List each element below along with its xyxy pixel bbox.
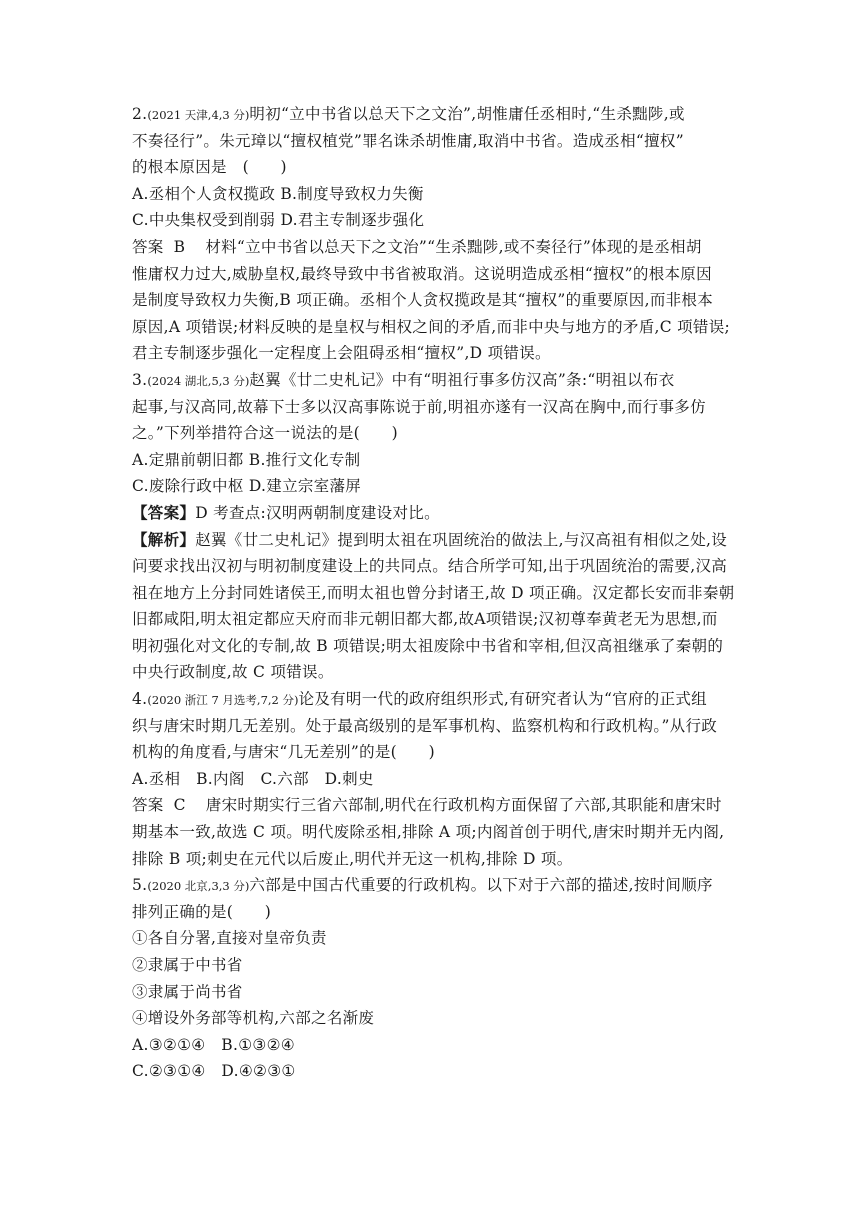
question-number: 3.	[132, 370, 148, 389]
statement-item: ④增设外务部等机构,六部之名渐废	[132, 1009, 375, 1028]
question-4	[132, 686, 732, 872]
document-page	[132, 101, 735, 1085]
answer-text-line: 排除 B 项;刺史在元代以后废止,明代并无这一机构,排除 D 项。	[132, 849, 573, 868]
answer-label: 答案	[132, 237, 164, 256]
option-line: C.废除行政中枢 D.建立宗室藩屏	[132, 477, 362, 496]
answer-line: 【答案】D 考查点:汉明两朝制度建设对比。	[132, 502, 440, 522]
analysis-line: 【解析】赵翼《廿二史札记》提到明太祖在巩固统治的做法上,与汉高祖有相似之处,设	[132, 529, 728, 549]
question-source: (2020 北京,3,3 分)	[147, 879, 250, 894]
question-3	[132, 367, 735, 686]
option-line: C.②③①④ D.④②③①	[132, 1062, 296, 1081]
question-stem-line: 2.(2021 天津,4,3 分)明初“立中书省以总天下之文治”,胡惟庸任丞相时,“生杀黜陟,或	[132, 105, 685, 123]
answer-letter: B	[173, 237, 186, 256]
question-stem-line: 起事,与汉高同,故幕下士多以汉高事陈说于前,明祖亦遂有一汉高在胸中,而行事多仿	[132, 397, 706, 416]
answer-text-line: 君主专制逐步强化一定程度上会阻碍丞相“擅权”,D 项错误。	[132, 344, 551, 363]
question-5	[132, 872, 732, 1085]
analysis-text-line: 旧都咸阳,明太祖定都应天府而非元朝旧都大都,故A项错误;汉初尊奉黄老无为思想,而	[132, 610, 718, 629]
analysis-text-line: 明初强化对文化的专制,故 B 项错误;明太祖废除中书省和宰相,但汉高祖继承了秦朝的	[132, 636, 724, 655]
answer-label: 答案	[132, 796, 164, 815]
option-line: A.丞相个人贪权揽政 B.制度导致权力失衡	[132, 184, 424, 203]
question-stem-line: 的根本原因是 ( )	[132, 158, 287, 177]
question-stem-line: 不奏径行”。朱元璋以“擅权植党”罪名诛杀胡惟庸,取消中书省。造成丞相“擅权”	[132, 131, 684, 150]
option-line: C.中央集权受到削弱 D.君主专制逐步强化	[132, 211, 425, 230]
answer-label: 【答案】	[132, 502, 196, 522]
question-2	[132, 101, 732, 367]
question-number: 5.	[132, 876, 148, 895]
answer-text-line: 原因,A 项错误;材料反映的是皇权与相权之间的矛盾,而非中央与地方的矛盾,C 项错误;	[132, 317, 731, 336]
question-source: (2020 浙江 7 月选考,7,2 分)	[147, 693, 299, 708]
question-stem-line: 机构的角度看,与唐宋“几无差别”的是( )	[132, 743, 435, 762]
question-source: (2024 湖北,5,3 分)	[147, 373, 250, 388]
question-stem-line: 4.(2020 浙江 7 月选考,7,2 分)论及有明一代的政府组织形式,有研究者认为“官府的正式组	[132, 690, 707, 709]
question-stem-line: 排列正确的是( )	[132, 902, 272, 921]
question-stem-line: 3.(2024 湖北,5,3 分)赵翼《廿二史札记》中有“明祖行事多仿汉高”条:“明祖以布衣	[132, 370, 675, 389]
question-source: (2021 天津,4,3 分)	[147, 108, 250, 122]
answer-text-line: 惟庸权力过大,威胁皇权,最终导致中书省被取消。这说明造成丞相“擅权”的根本原因	[132, 264, 712, 283]
statement-item: ②隶属于中书省	[132, 956, 243, 974]
option-line: A.丞相 B.内阁 C.六部 D.刺史	[132, 769, 374, 788]
question-stem-line: 5.(2020 北京,3,3 分)六部是中国古代重要的行政机构。以下对于六部的描述,按时间顺序	[132, 876, 713, 895]
statement-item: ①各自分署,直接对皇帝负责	[132, 929, 327, 948]
analysis-label: 【解析】	[132, 529, 196, 549]
question-stem-line: 织与唐宋时期几无差别。处于最高级别的是军事机构、监察机构和行政机构。”从行政	[132, 716, 718, 735]
question-number: 2.	[132, 105, 148, 123]
option-line: A.③②①④ B.①③②④	[132, 1035, 296, 1054]
analysis-text-line: 祖在地方上分封同姓诸侯王,而明太祖也曾分封诸王,故 D 项正确。汉定都长安而非秦朝	[132, 583, 735, 602]
analysis-text-line: 中央行政制度,故 C 项错误。	[132, 663, 334, 682]
answer-letter: C	[173, 796, 186, 815]
question-stem-line: 之。”下列举措符合这一说法的是( )	[132, 424, 398, 443]
answer-line: 答案 C 唐宋时期实行三省六部制,明代在行政机构方面保留了六部,其职能和唐宋时	[132, 796, 722, 815]
option-line: A.定鼎前朝旧都 B.推行文化专制	[132, 450, 361, 469]
analysis-text-line: 问要求找出汉初与明初制度建设上的共同点。结合所学可知,出于巩固统治的需要,汉高	[132, 557, 728, 576]
answer-text-line: 是制度导致权力失衡,B 项正确。丞相个人贪权揽政是其“擅权”的重要原因,而非根本	[132, 291, 714, 310]
answer-text-line: 期基本一致,故选 C 项。明代废除丞相,排除 A 项;内阁首创于明代,唐宋时期并无内阁,	[132, 823, 725, 842]
statement-item: ③隶属于尚书省	[132, 982, 243, 1001]
answer-line: 答案 B 材料“立中书省以总天下之文治”“生杀黜陟,或不奏径行”体现的是丞相胡	[132, 237, 702, 256]
question-number: 4.	[132, 690, 148, 709]
